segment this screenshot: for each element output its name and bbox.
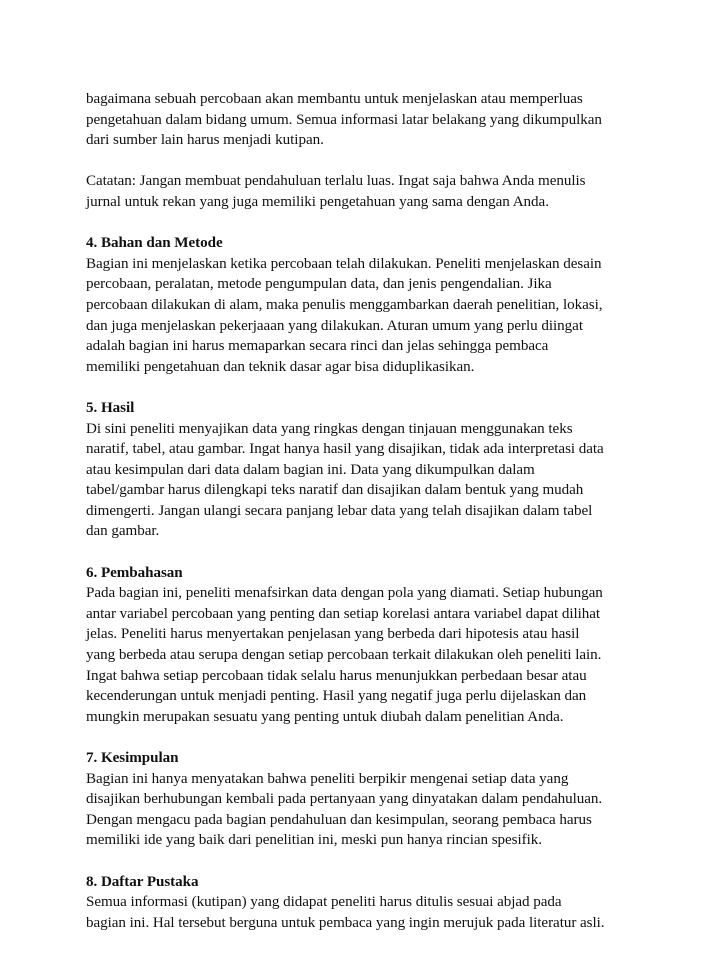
section-hasil	[86, 398, 656, 542]
text-line: bagian ini. Hal tersebut berguna untuk pembaca yang ingin merujuk pada literatur asli.	[86, 914, 605, 931]
text-line: jelas. Peneliti harus menyertakan penjelasan yang berbeda dari hipotesis atau hasil	[86, 626, 580, 643]
text-line: Ingat bahwa setiap percobaan tidak selalu harus menunjukkan perbedaan besar atau	[86, 667, 587, 684]
text-line: mungkin merupakan sesuatu yang penting untuk diubah dalam penelitian Anda.	[86, 708, 564, 725]
text-line: pengetahuan dalam bidang umum. Semua informasi latar belakang yang dikumpulkan	[86, 111, 602, 128]
text-line: percobaan, peralatan, metode pengumpulan data, dan jenis pengendalian. Jika	[86, 276, 552, 293]
text-line: dimengerti. Jangan ulangi secara panjang lebar data yang telah disajikan dalam tabel	[86, 502, 593, 519]
text-line: atau kesimpulan dari data dalam bagian ini. Data yang dikumpulkan dalam	[86, 461, 535, 478]
section-heading: 4. Bahan dan Metode	[86, 235, 223, 252]
note-paragraph	[86, 171, 656, 212]
text-line: memiliki pengetahuan dan teknik dasar agar bisa diduplikasikan.	[86, 358, 475, 375]
text-line: dan gambar.	[86, 523, 160, 540]
document-page	[86, 89, 656, 954]
section-pembahasan	[86, 563, 656, 728]
section-heading: 7. Kesimpulan	[86, 750, 179, 766]
text-line: dan juga menjelaskan pekerjaaan yang dilakukan. Aturan umum yang perlu diingat	[86, 317, 583, 334]
text-line: dari sumber lain harus menjadi kutipan.	[86, 132, 324, 149]
text-line: kecenderungan untuk menjadi penting. Hasil yang negatif juga perlu dijelaskan dan	[86, 688, 587, 705]
section-bahan-dan-metode	[86, 233, 656, 377]
text-line: Bagian ini hanya menyatakan bahwa peneliti berpikir mengenai setiap data yang	[86, 770, 569, 787]
text-line: memiliki ide yang baik dari penelitian ini, meski pun hanya rincian spesifik.	[86, 832, 542, 849]
text-line: jurnal untuk rekan yang juga memiliki pengetahuan yang sama dengan Anda.	[86, 193, 549, 210]
text-line: adalah bagian ini harus memaparkan secara rinci dan jelas sehingga pembaca	[86, 338, 549, 355]
section-heading: 5. Hasil	[86, 399, 135, 416]
text-line: naratif, tabel, atau gambar. Ingat hanya hasil yang disajikan, tidak ada interpretasi data	[86, 441, 604, 458]
text-line: Dengan mengacu pada bagian pendahuluan dan kesimpulan, seorang pembaca harus	[86, 811, 592, 828]
text-line: Di sini peneliti menyajikan data yang ringkas dengan tinjauan menggunakan teks	[86, 420, 573, 437]
text-line: percobaan dilakukan di alam, maka penulis menggambarkan daerah penelitian, lokasi,	[86, 296, 603, 313]
text-line: yang berbeda atau serupa dengan setiap percobaan terkait dilakukan oleh peneliti lain.	[86, 647, 602, 664]
text-line: tabel/gambar harus dilengkapi teks naratif dan disajikan dalam bentuk yang mudah	[86, 482, 584, 499]
intro-paragraph	[86, 89, 656, 151]
text-line: bagaimana sebuah percobaan akan membantu untuk menjelaskan atau memperluas	[86, 91, 583, 107]
text-line: Pada bagian ini, peneliti menafsirkan data dengan pola yang diamati. Setiap hubungan	[86, 585, 603, 602]
text-line: Bagian ini menjelaskan ketika percobaan telah dilakukan. Peneliti menjelaskan desain	[86, 255, 602, 272]
section-daftar-pustaka	[86, 872, 656, 934]
text-line: Catatan: Jangan membuat pendahuluan terlalu luas. Ingat saja bahwa Anda menulis	[86, 173, 586, 190]
section-heading: 8. Daftar Pustaka	[86, 873, 199, 890]
text-line: Semua informasi (kutipan) yang didapat peneliti harus ditulis sesuai abjad pada	[86, 894, 562, 911]
text-line: disajikan berhubungan kembali pada pertanyaan yang dinyatakan dalam pendahuluan.	[86, 791, 603, 808]
section-heading: 6. Pembahasan	[86, 564, 183, 581]
text-line: antar variabel percobaan yang penting dan setiap korelasi antara variabel dapat dilihat	[86, 605, 601, 622]
section-kesimpulan	[86, 748, 656, 851]
